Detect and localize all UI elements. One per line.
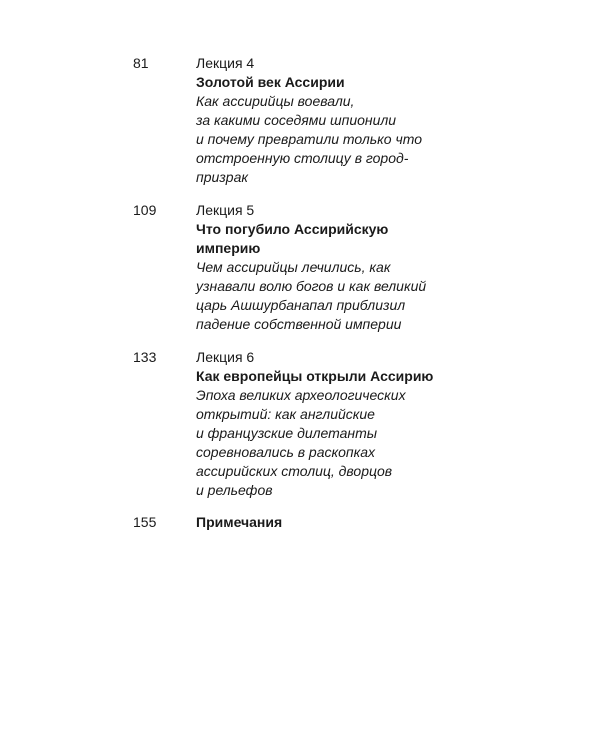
description-line: ассирийских столиц, дворцов: [196, 463, 393, 479]
description-line: и почему превратили только что: [196, 131, 422, 147]
page-number: 81: [133, 55, 149, 71]
description-line: Как ассирийцы воевали,: [196, 93, 355, 109]
entry-title: [196, 220, 446, 258]
entry-description: [196, 258, 446, 334]
entry-description: [196, 92, 446, 187]
entry-description: [196, 386, 446, 500]
lecture-label: Лекция 5: [196, 202, 255, 218]
page-number: 109: [133, 202, 157, 218]
entry-body: [196, 348, 446, 500]
title-line: Что погубило Ассирийскую: [196, 221, 389, 237]
title-line: империю: [196, 240, 261, 256]
description-line: и французские дилетанты: [196, 425, 378, 441]
title-line: Золотой век Ассирии: [196, 74, 345, 90]
entry-title: [196, 513, 446, 532]
entry-body: [196, 201, 446, 334]
lecture-label: Лекция 4: [196, 55, 255, 71]
description-line: соревновались в раскопках: [196, 444, 375, 460]
description-line: призрак: [196, 169, 248, 185]
title-line: Как европейцы открыли Ассирию: [196, 368, 434, 384]
description-line: Эпоха великих археологических: [196, 387, 406, 403]
description-line: Чем ассирийцы лечились, как: [196, 259, 391, 275]
page-number: 155: [133, 514, 157, 530]
entry-body: [196, 513, 446, 532]
entry-title: [196, 73, 446, 92]
page-number: 133: [133, 349, 157, 365]
description-line: царь Ашшурбанапал приблизил: [196, 297, 406, 313]
lecture-label: Лекция 6: [196, 349, 255, 365]
description-line: узнавали волю богов и как великий: [196, 278, 427, 294]
description-line: открытий: как английские: [196, 406, 375, 422]
description-line: отстроенную столицу в город-: [196, 150, 409, 166]
title-line: Примечания: [196, 514, 283, 530]
entry-title: [196, 367, 446, 386]
entry-body: [196, 54, 446, 187]
description-line: за какими соседями шпионили: [196, 112, 397, 128]
description-line: и рельефов: [196, 482, 273, 498]
description-line: падение собственной империи: [196, 316, 402, 332]
